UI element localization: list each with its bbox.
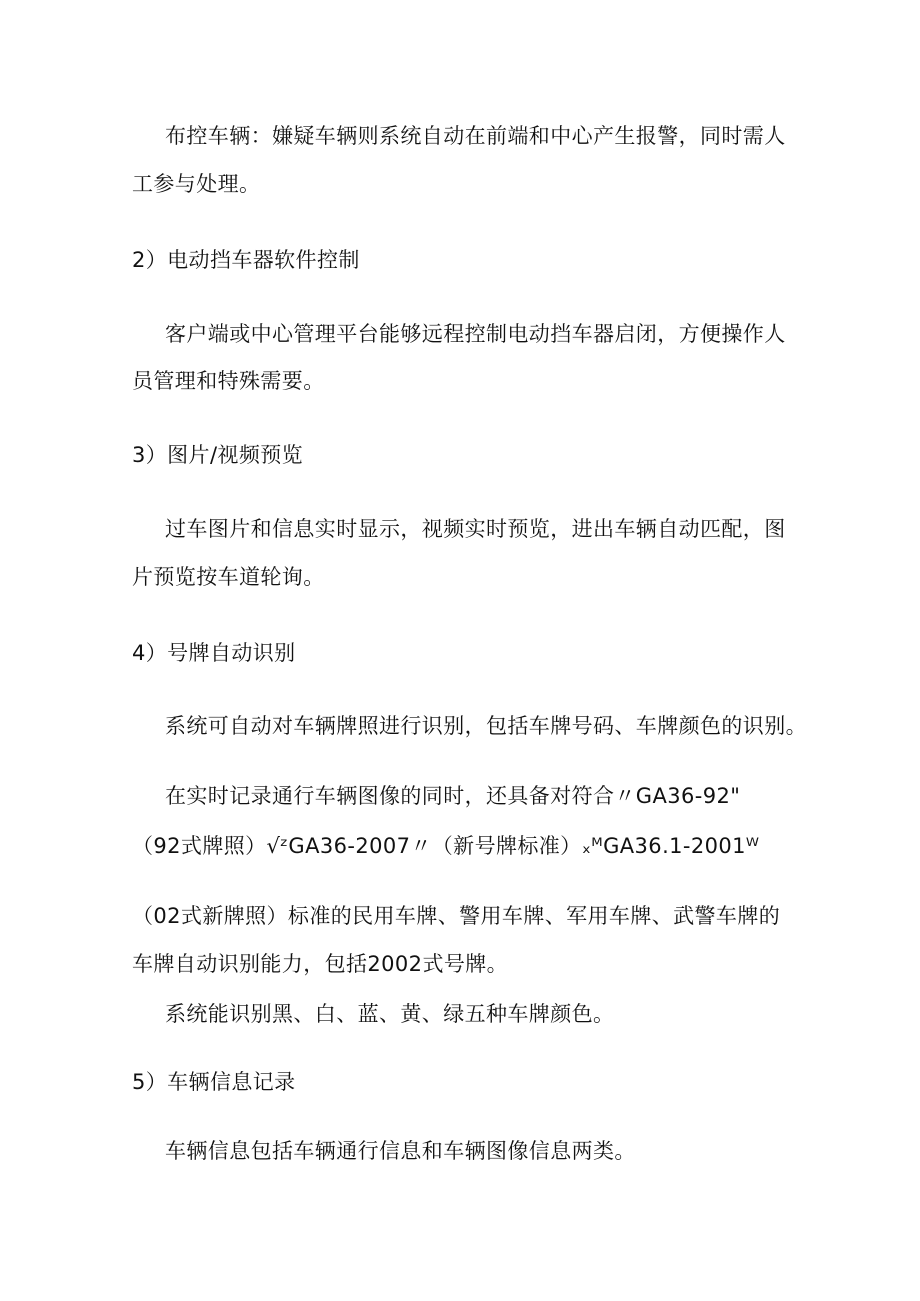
section-heading: 4）号牌自动识别 [132, 641, 296, 665]
paragraph-line: 员管理和特殊需要。 [132, 369, 325, 393]
paragraph-line: 客户端或中心管理平台能够远程控制电动挡车器启闭，方便操作人 [165, 322, 786, 346]
paragraph-line: 片预览按车道轮询。 [132, 565, 325, 589]
section-heading: 5）车辆信息记录 [132, 1070, 296, 1094]
paragraph-line: 系统能识别黑、白、蓝、黄、绿五种车牌颜色。 [165, 1002, 615, 1026]
paragraph-line: （92式牌照）√ᶻGA36-2007〃（新号牌标准）ₓᴹGA36.1-2001ᵂ [132, 834, 760, 858]
paragraph-line: 车辆信息包括车辆通行信息和车辆图像信息两类。 [165, 1139, 636, 1163]
paragraph-line: 布控车辆：嫌疑车辆则系统自动在前端和中心产生报警，同时需人 [165, 124, 786, 148]
paragraph-line: 在实时记录通行车辆图像的同时，还具备对符合〃GA36-92" [165, 784, 741, 808]
paragraph-line: 工参与处理。 [132, 172, 261, 196]
paragraph-line: 系统可自动对车辆牌照进行识别，包括车牌号码、车牌颜色的识别。 [165, 714, 807, 738]
section-heading: 3）图片/视频预览 [132, 443, 304, 467]
paragraph-line: 过车图片和信息实时显示，视频实时预览，进出车辆自动匹配，图 [165, 517, 786, 541]
paragraph-line: 车牌自动识别能力，包括2002式号牌。 [132, 952, 509, 976]
section-heading: 2）电动挡车器软件控制 [132, 248, 360, 272]
paragraph-line: （02式新牌照）标准的民用车牌、警用车牌、军用车牌、武警车牌的 [132, 904, 781, 928]
